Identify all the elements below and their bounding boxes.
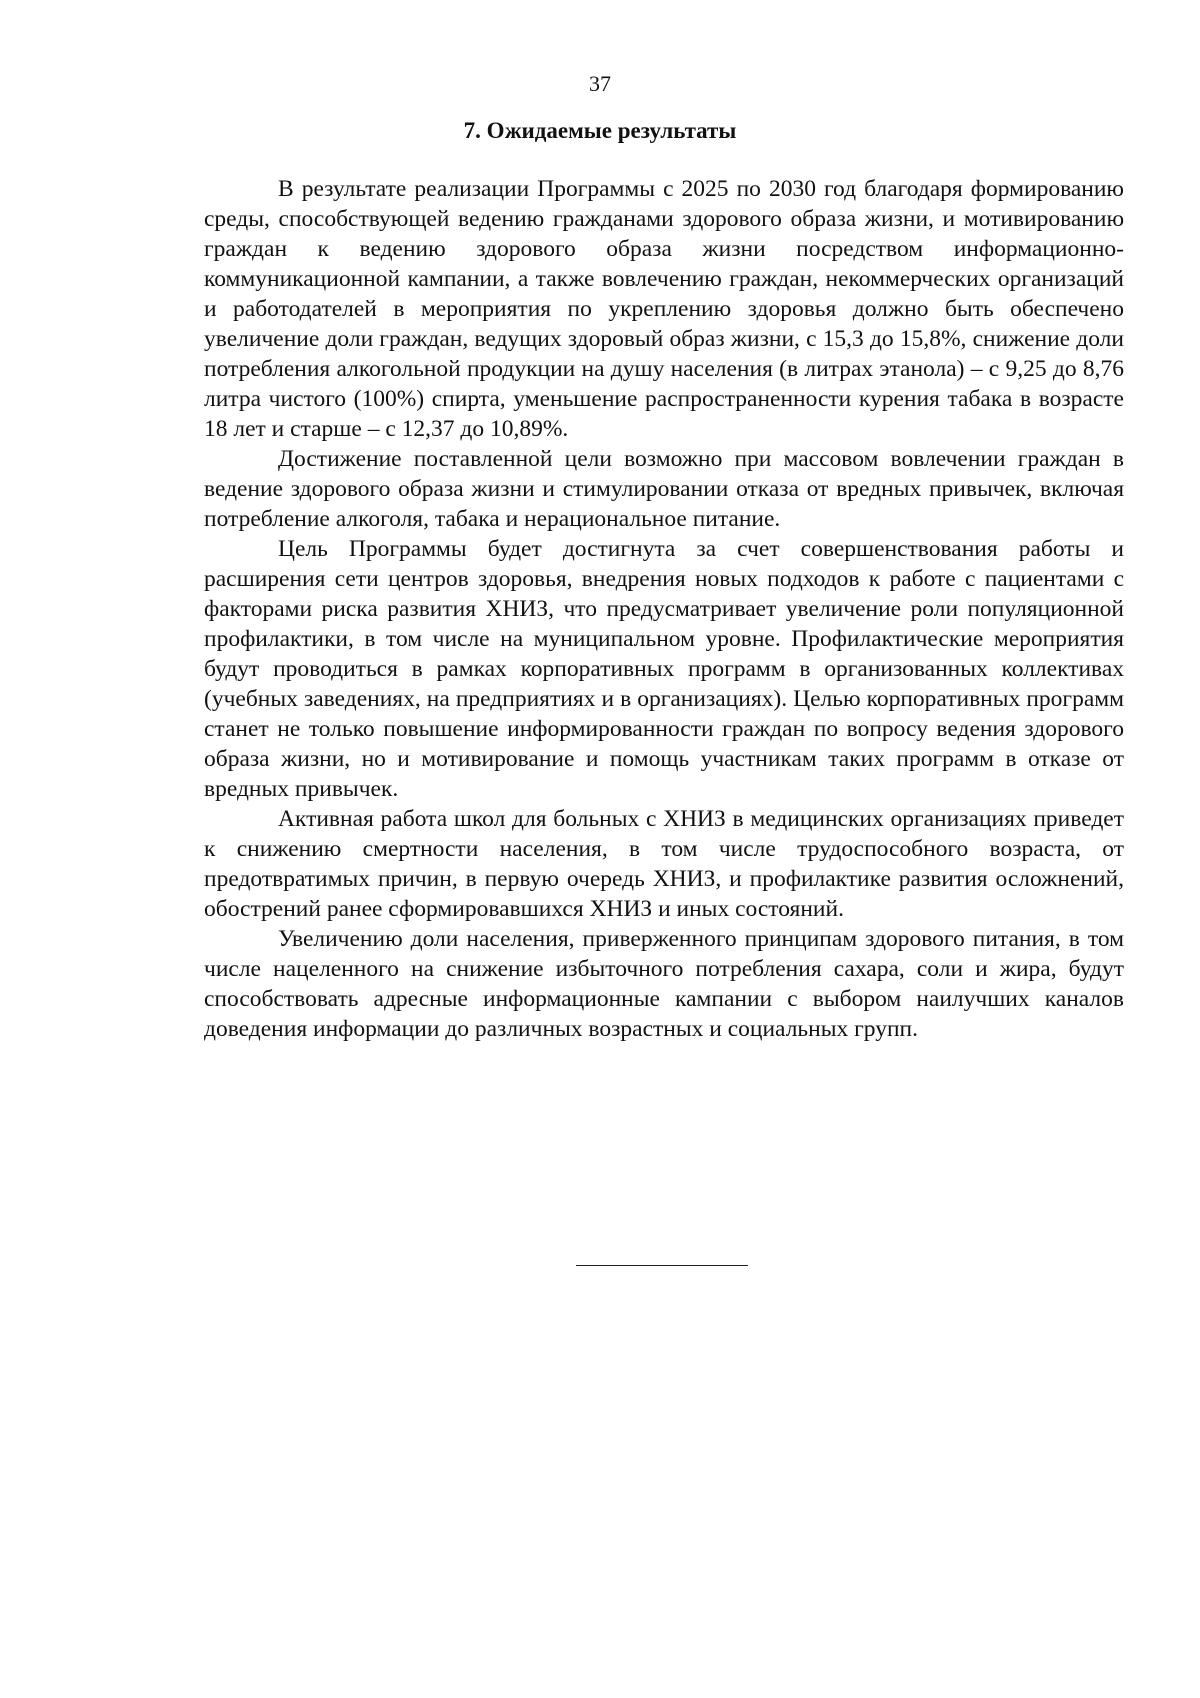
paragraph-patient-schools: Активная работа школ для больных с ХНИЗ в медицинских организациях приведет к снижению смертности населения, в том числе трудоспособного возраста, от предотвратимых причин, в первую очередь ХНИЗ, и профилактике развития осложнений, обострений ранее сформировавшихся ХНИЗ и иных состояний. xyxy=(204,806,1124,922)
paragraph-expected-indicators: В результате реализации Программы с 2025 по 2030 год благодаря формированию среды, способствующей ведению гражданами здорового образа жизни, и мотивированию граждан к ведению здорового образа жизни посредством информационно-коммуникационной кампании, а также вовлечению граждан, некоммерческих организаций и работодателей в мероприятия по укреплению здоровья должно быть обеспечено увеличение доли граждан, ведущих здоровый образ жизни, с 15,3 до 15,8%, снижение доли потребления алкогольной продукции на душу населения (в литрах этанола) – с 9,25 до 8,76 литра чистого (100%) спирта, уменьшение распространенности курения табака в возрасте 18 лет и старше – с 12,37 до 10,89%. xyxy=(204,176,1124,442)
section-title: 7. Ожидаемые результаты xyxy=(463,118,737,143)
page-number: 37 xyxy=(589,71,611,96)
body-text xyxy=(204,174,1124,1044)
paragraph-goal-achievement: Достижение поставленной цели возможно при массовом вовлечении граждан в ведение здорового образа жизни и стимулировании отказа от вредных привычек, включая потребление алкоголя, табака и нерациональное питание. xyxy=(204,446,1124,532)
paragraph-healthy-nutrition: Увеличению доли населения, приверженного принципам здорового питания, в том числе нацеленного на снижение избыточного потребления сахара, соли и жира, будут способствовать адресные информационные кампании с выбором наилучших каналов доведения информации до различных возрастных и социальных групп. xyxy=(204,926,1124,1042)
paragraph-health-centers: Цель Программы будет достигнута за счет совершенствования работы и расширения сети центров здоровья, внедрения новых подходов к работе с пациентами с факторами риска развития ХНИЗ, что предусматривает увеличение роли популяционной профилактики, в том числе на муниципальном уровне. Профилактические мероприятия будут проводиться в рамках корпоративных программ в организованных коллективах (учебных заведениях, на предприятиях и в организациях). Целью корпоративных программ станет не только повышение информированности граждан по вопросу ведения здорового образа жизни, но и мотивирование и помощь участникам таких программ в отказе от вредных привычек. xyxy=(204,536,1124,802)
end-divider-line xyxy=(576,1265,748,1266)
